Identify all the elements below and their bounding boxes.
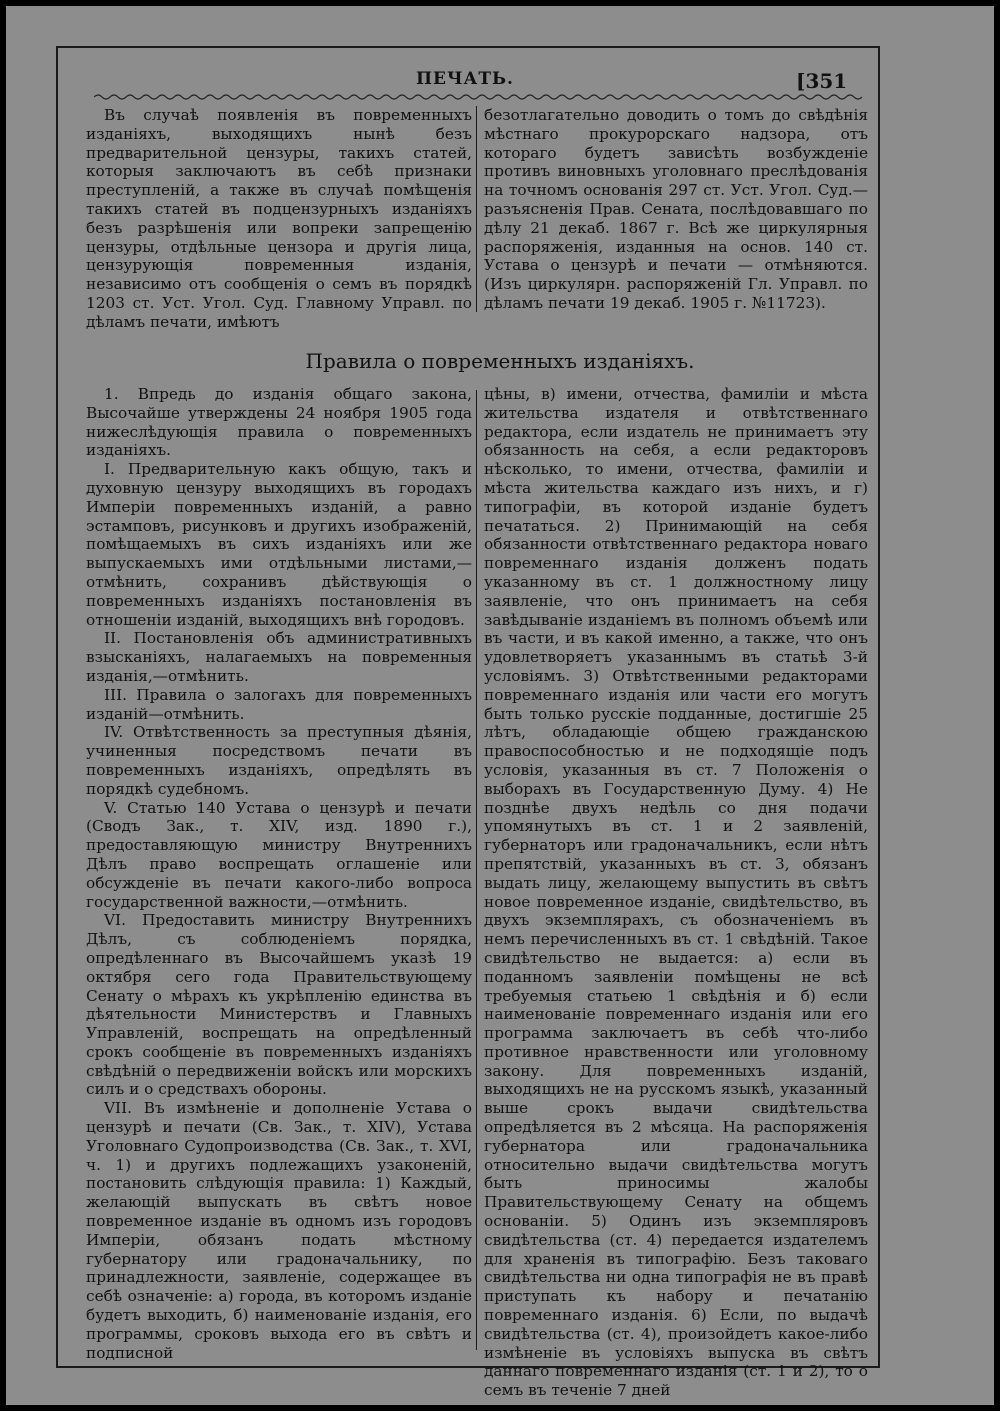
top-right-paragraph: безотлагательно доводить о томъ до свѣдѣнія мѣстнаго прокурорскаго надзора, отъ котораго будетъ зависѣть возбужденіе противъ виновныхъ уголовнаго преслѣдованія на точномъ основанія 297 ст. Уст. Угол. Суд.— разъясненія Прав. Сената, послѣдовавшаго по дѣлу 21 декаб. 1867 г. Всѣ же циркулярныя распоряженія, изданныя на основ. 140 ст. Устава о цензурѣ и печати — отмѣняются. (Изъ циркулярн. распоряженій Гл. Управл. по дѣламъ печати 19 декаб. 1905 г. №11723). <box>484 106 868 312</box>
running-header-title: ПЕЧАТЬ. <box>416 69 514 89</box>
top-right-column <box>484 106 868 313</box>
page-number: [351 <box>796 69 848 93</box>
rule-paragraph-iii: III. Правила о залогахъ для повременныхъ изданій—отмѣнить. <box>86 685 472 723</box>
rule-paragraph-v: V. Статью 140 Устава о цензурѣ и печати (Сводъ Зак., т. XIV, изд. 1890 г.), предоставляющую министру Внутреннихъ Дѣлъ право воспрещать оглашеніе или обсужденіе въ печати какого-либо вопроса государственной важности,—отмѣнить. <box>86 798 472 911</box>
top-left-column <box>86 106 472 332</box>
rule-paragraph-vi: VI. Предоставить министру Внутреннихъ Дѣлъ, съ соблюденіемъ порядка, опредѣленнаго въ Высочайшемъ указѣ 19 октября сего года Правительствующему Сенату о мѣрахъ къ укрѣпленію единства въ дѣятельности Министерствъ и Главныхъ Управленій, воспрещать на опредѣленный срокъ сообщеніе въ повременныхъ изданіяхъ свѣдѣній о передвиженіи войскъ или морскихъ силъ и о средствахъ обороны. <box>86 911 472 1099</box>
top-left-paragraph: Въ случаѣ появленія въ повременныхъ изданіяхъ, выходящихъ нынѣ безъ предварительной цензуры, такихъ статей, которыя заключаютъ въ себѣ признаки преступленій, а также въ случаѣ помѣщенія такихъ статей въ подцензурныхъ изданіяхъ безъ разрѣшенія или вопреки запрещенію цензуры, отдѣльные цензора и другія лица, цензурующія повременныя изданія, независимо отъ сообщенія о семъ въ порядкѣ 1203 ст. Уст. Угол. Суд. Главному Управл. по дѣламъ печати, имѣютъ <box>86 106 472 331</box>
rule-paragraph-intro: 1. Впредь до изданія общаго закона, Высочайше утверждены 24 ноября 1905 года нижеслѣдующія правила о повременныхъ изданіяхъ. <box>86 385 472 460</box>
rule-paragraph-vii: VII. Въ измѣненіе и дополненіе Устава о цензурѣ и печати (Св. Зак., т. XIV), Устава Уголовнаго Судопроизводства (Св. Зак., т. XVI, ч. 1) и другихъ подлежащихъ узаконеній, постановить слѣдующія правила: 1) Каждый, желающій выпускать въ свѣтъ новое повременное изданіе въ одномъ изъ городовъ Имперіи, обязанъ подать мѣстному губернатору или градоначальнику, по принадлежности, заявленіе, содержащее въ себѣ означеніе: а) города, въ которомъ изданіе будетъ выходить, б) наименованіе изданія, его программы, сроковъ выхода его въ свѣтъ и подписной <box>86 1099 472 1362</box>
rule-paragraph-ii: II. Постановленія объ административныхъ взысканіяхъ, налагаемыхъ на повременныя изданія,—отмѣнить. <box>86 629 472 685</box>
section-title: Правила о повременныхъ изданіяхъ. <box>305 349 695 373</box>
right-column <box>484 385 868 1400</box>
decorative-wavy-rule <box>94 92 866 102</box>
rule-paragraph-i: I. Предварительную какъ общую, такъ и духовную цензуру выходящихъ въ городахъ Имперіи повременныхъ изданій, а равно эстамповъ, рисунковъ и другихъ изображеній, помѣщаемыхъ въ сихъ изданіяхъ или же выпускаемыхъ ими отдѣльными листами,—отмѣнить, сохранивъ дѣйствующія о повременныхъ изданіяхъ постановленія въ отношеніи изданій, выходящихъ внѣ городовъ. <box>86 460 472 629</box>
column-divider-bottom <box>476 390 477 1350</box>
right-column-paragraph: цѣны, в) имени, отчества, фамиліи и мѣста жительства издателя и отвѣтственнаго редактора, если издатель не принимаетъ эту обязанность на себя, а если редакторовъ нѣсколько, то имени, отчества, фамиліи и мѣста жительства каждаго изъ нихъ, и г) типографіи, въ которой изданіе будетъ печататься. 2) Принимающій на себя обязанности отвѣтственнаго редактора новаго повременнаго изданія долженъ подать указанному въ ст. 1 должностному лицу заявленіе, что онъ принимаетъ на себя завѣдываніе изданіемъ въ полномъ объемѣ или въ части, и въ какой именно, а также, что онъ удовлетворяетъ указаннымъ въ статьѣ 3-й условіямъ. 3) Отвѣтственными редакторами повременнаго изданія или части его могутъ быть только русскіе подданные, достигшіе 25 лѣтъ, обладающіе общею гражданскою правоспособностью и не подходящіе подъ условія, указанныя въ ст. 7 Положенія о выборахъ въ Государственную Думу. 4) Не позднѣе двухъ недѣль со дня подачи упомянутыхъ въ ст. 1 и 2 заявленій, губернаторъ или градоначальникъ, если нѣтъ препятствій, указанныхъ въ ст. 3, обязанъ выдать лицу, желающему выпустить въ свѣтъ новое повременное изданіе, свидѣтельство, въ двухъ экземплярахъ, съ обозначеніемъ въ немъ перечисленныхъ въ ст. 1 свѣдѣній. Такое свидѣтельство не выдается: а) если въ поданномъ заявленіи помѣщены не всѣ требуемыя статьею 1 свѣдѣнія и б) если наименованіе повременнаго изданія или его программа заключаетъ въ себѣ что-либо противное нравственности или уголовному закону. Для повременныхъ изданій, выходящихъ не на русскомъ языкѣ, указанный выше срокъ выдачи свидѣтельства опредѣляется въ 2 мѣсяца. На распоряженія губернатора или градоначальника относительно выдачи свидѣтельства могутъ быть приносимы жалобы Правительствующему Сенату на общемъ основаніи. 5) Одинъ изъ экземпляровъ свидѣтельства (ст. 4) передается издателемъ для храненія въ типографію. Безъ таковаго свидѣтельства ни одна типографія не въ правѣ приступать къ набору и печатанію повременнаго изданія. 6) Если, по выдачѣ свидѣтельства (ст. 4), произойдетъ какое-либо измѣненіе въ условіяхъ выпуска въ свѣтъ даннаго повременнаго изданія (ст. 1 и 2), то о семъ въ теченіе 7 дней <box>484 385 868 1400</box>
left-column <box>86 385 472 1362</box>
column-divider-top <box>476 106 477 312</box>
scanned-page <box>6 6 994 1405</box>
rule-paragraph-iv: IV. Отвѣтственность за преступныя дѣянія, учиненныя посредствомъ печати въ повременныхъ изданіяхъ, опредѣлять въ порядкѣ судебномъ. <box>86 723 472 798</box>
